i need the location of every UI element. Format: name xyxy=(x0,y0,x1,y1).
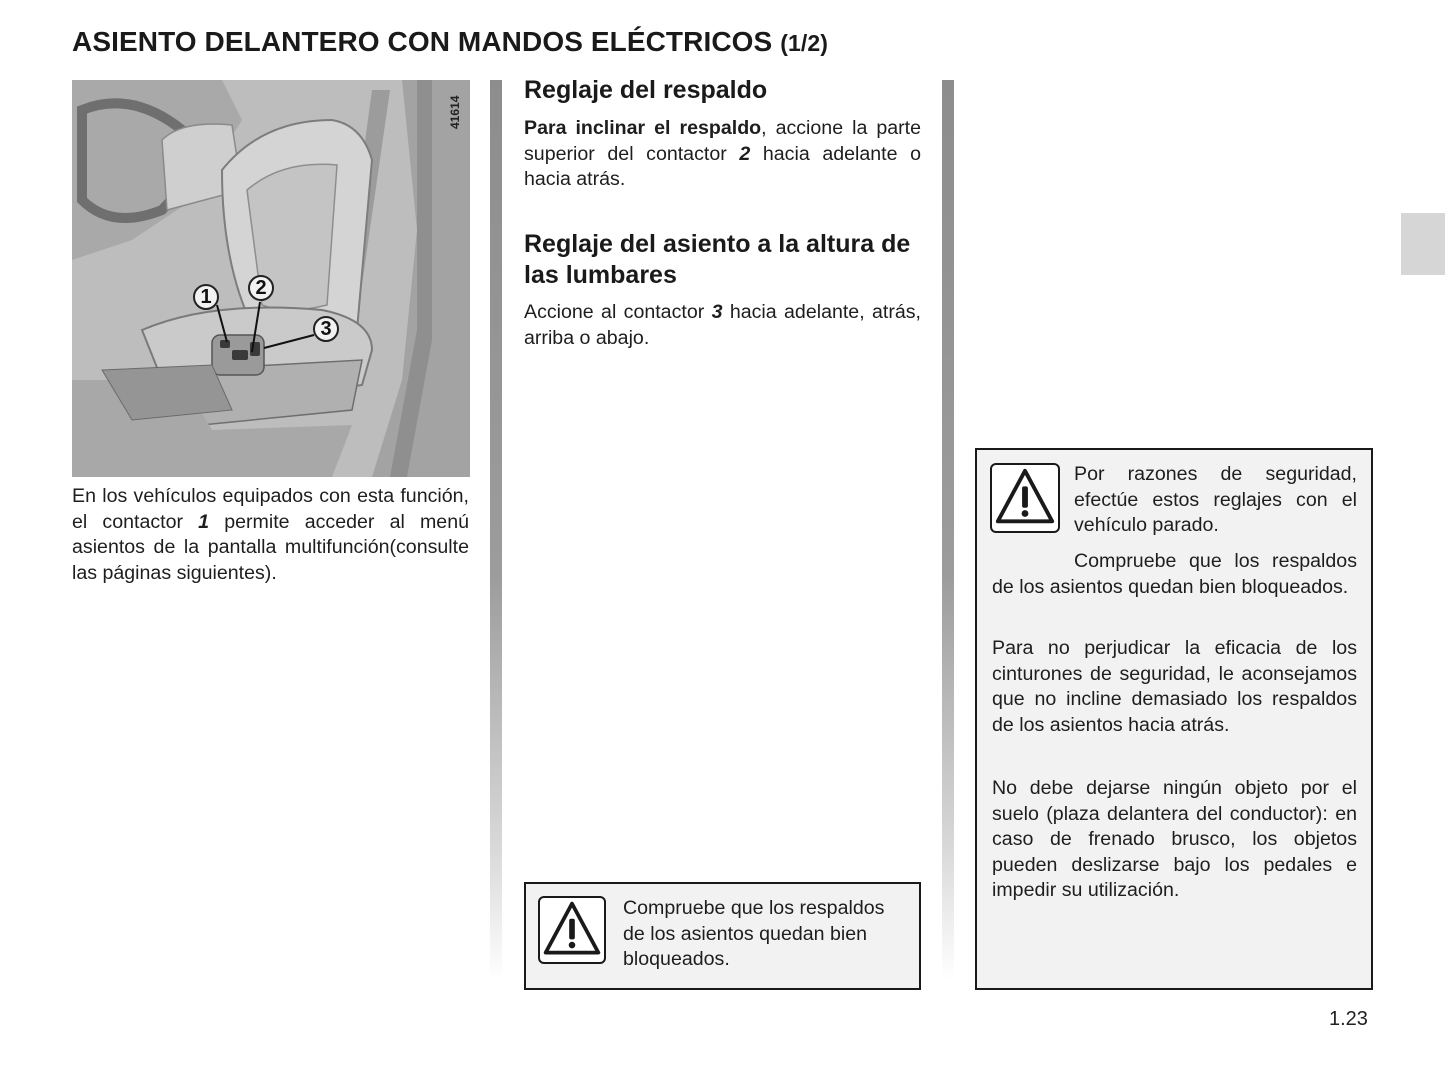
column-separator-left xyxy=(490,80,502,980)
section-tab-marker xyxy=(1401,213,1445,275)
callout-2: 2 xyxy=(248,275,274,301)
warning-paragraph-2: Compruebe que los respaldos de los asientos quedan bien bloqueados. xyxy=(992,550,1357,598)
page-title-part: (1/2) xyxy=(780,30,828,56)
warning-box-small xyxy=(524,882,921,990)
body-contactor-ref: 3 xyxy=(711,301,723,323)
warning-paragraph-1: Por razones de seguridad, efectúe estos reglajes con el vehículo parado. xyxy=(1074,463,1357,537)
caption-contactor-ref: 1 xyxy=(198,510,210,533)
caption-text: En los vehículos equipados con esta función, el contactor xyxy=(72,485,469,533)
warning-box-large xyxy=(975,448,1373,990)
callout-3: 3 xyxy=(313,316,339,342)
callout-1: 1 xyxy=(193,284,219,310)
warning-paragraph-4: No debe dejarse ningún objeto por el suelo (plaza delantera del conductor): en caso de frenado brusco, los objetos pueden deslizarse bajo los pedales e impedir su utilización. xyxy=(992,777,1357,902)
warning-small-text: Compruebe que los respaldos de los asientos quedan bien bloqueados. xyxy=(623,897,885,971)
column-separator-right xyxy=(942,80,954,980)
body-text: Accione al contactor xyxy=(524,301,712,323)
body-text: , accione la parte superior del contactor xyxy=(524,117,921,165)
figure-caption xyxy=(72,484,469,586)
figure-code: 41614 xyxy=(448,95,462,129)
section-heading-respaldo: Reglaje del respaldo xyxy=(524,76,768,104)
page-number: 1.23 xyxy=(1329,1008,1368,1030)
section-heading-lumbares: Reglaje del asiento a la altura de las lumbares xyxy=(524,230,911,289)
section-body-respaldo xyxy=(524,116,921,193)
warning-triangle-icon xyxy=(990,463,1060,533)
body-contactor-ref: 2 xyxy=(739,142,751,165)
body-text: hacia adelante o hacia atrás. xyxy=(524,142,921,191)
section-body-lumbares xyxy=(524,300,921,351)
warning-paragraph-3: Para no perjudicar la eficacia de los cinturones de seguridad, le aconsejamos que no incline demasiado los respaldos de los asientos hacia atrás. xyxy=(992,637,1357,736)
seat-drawing xyxy=(72,80,470,477)
warning-triangle-icon xyxy=(538,896,606,964)
page-title-main: ASIENTO DELANTERO CON MANDOS ELÉCTRICOS xyxy=(72,26,773,57)
seat-controls-illustration xyxy=(72,80,470,477)
body-emphasis: Para inclinar el respaldo xyxy=(524,117,762,139)
caption-text: permite acceder al menú asientos de la pantalla multifunción(consulte las páginas siguientes). xyxy=(72,510,469,584)
body-text: hacia adelante, atrás, arriba o abajo. xyxy=(524,301,921,349)
page-title xyxy=(72,26,828,58)
